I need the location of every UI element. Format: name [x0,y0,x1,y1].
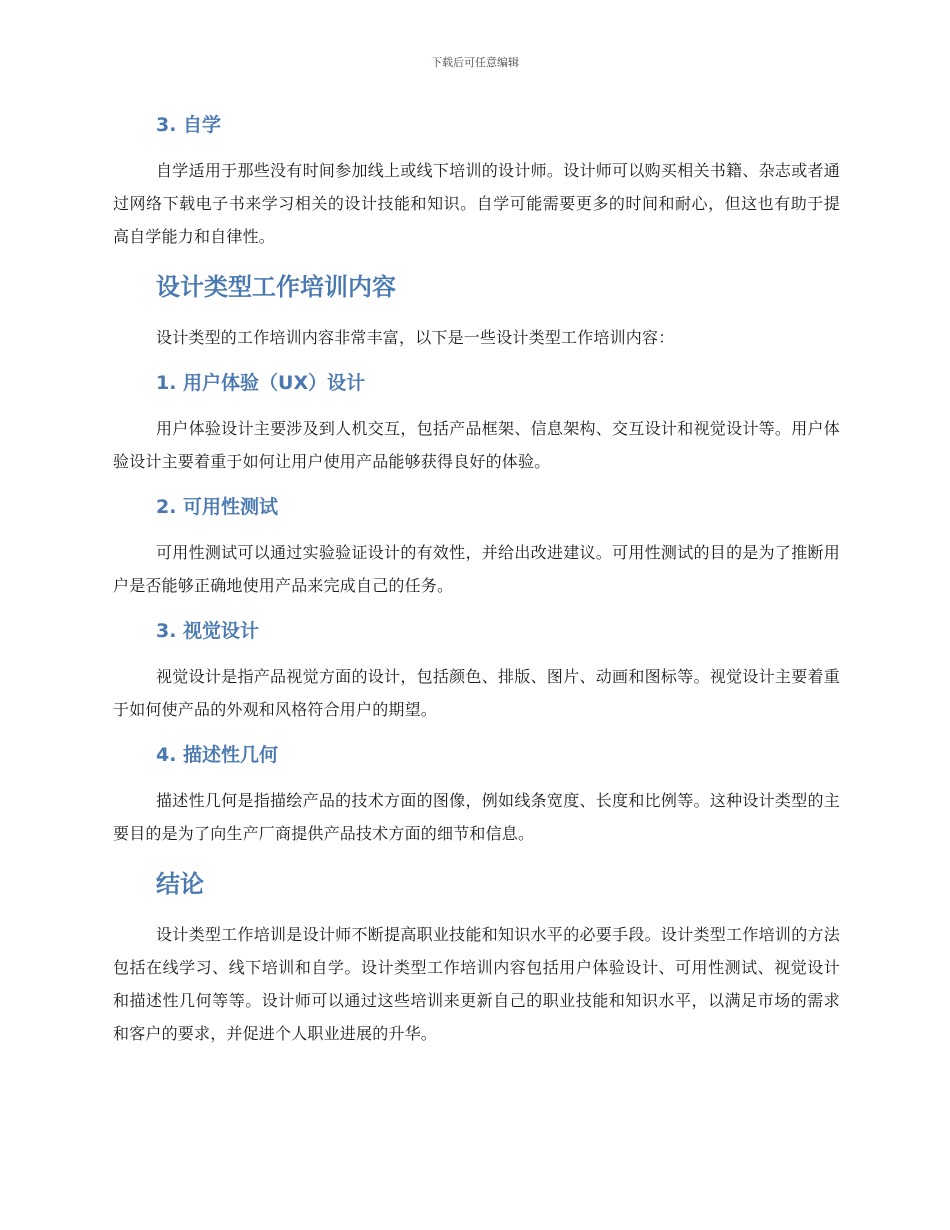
paragraph-training-content-intro: 设计类型的工作培训内容非常丰富，以下是一些设计类型工作培训内容： [156,328,675,347]
heading-conclusion: 结论 [156,870,204,898]
heading-ux-design: 1. 用户体验（UX）设计 [156,372,366,394]
document-body [113,108,840,1050]
paragraph-descriptive-geometry: 描述性几何是指描绘产品的技术方面的图像，例如线条宽度、长度和比例等。这种设计类型的主要目的是为了向生产厂商提供产品技术方面的细节和信息。 [113,791,840,843]
paragraph-self-study: 自学适用于那些没有时间参加线上或线下培训的设计师。设计师可以购买相关书籍、杂志或者通过网络下载电子书来学习相关的设计技能和知识。自学可能需要更多的时间和耐心，但这也有助于提高自学能力和自律性。 [113,161,840,246]
page-header-note: 下载后可任意编辑 [431,56,519,69]
heading-training-content: 设计类型工作培训内容 [156,273,396,301]
paragraph-usability-testing: 可用性测试可以通过实验验证设计的有效性，并给出改进建议。可用性测试的目的是为了推断用户是否能够正确地使用产品来完成自己的任务。 [113,543,840,595]
heading-visual-design: 3. 视觉设计 [156,620,260,642]
heading-descriptive-geometry: 4. 描述性几何 [156,744,279,766]
heading-self-study: 3. 自学 [156,114,222,136]
heading-usability-testing: 2. 可用性测试 [156,496,279,518]
paragraph-conclusion: 设计类型工作培训是设计师不断提高职业技能和知识水平的必要手段。设计类型工作培训的方法包括在线学习、线下培训和自学。设计类型工作培训内容包括用户体验设计、可用性测试、视觉设计和描述性几何等等。设计师可以通过这些培训来更新自己的职业技能和知识水平，以满足市场的需求和客户的要求，并促进个人职业进展的升华。 [113,925,840,1043]
paragraph-visual-design: 视觉设计是指产品视觉方面的设计，包括颜色、排版、图片、动画和图标等。视觉设计主要着重于如何使产品的外观和风格符合用户的期望。 [113,667,840,719]
paragraph-ux-design: 用户体验设计主要涉及到人机交互，包括产品框架、信息架构、交互设计和视觉设计等。用户体验设计主要着重于如何让用户使用产品能够获得良好的体验。 [113,419,840,471]
